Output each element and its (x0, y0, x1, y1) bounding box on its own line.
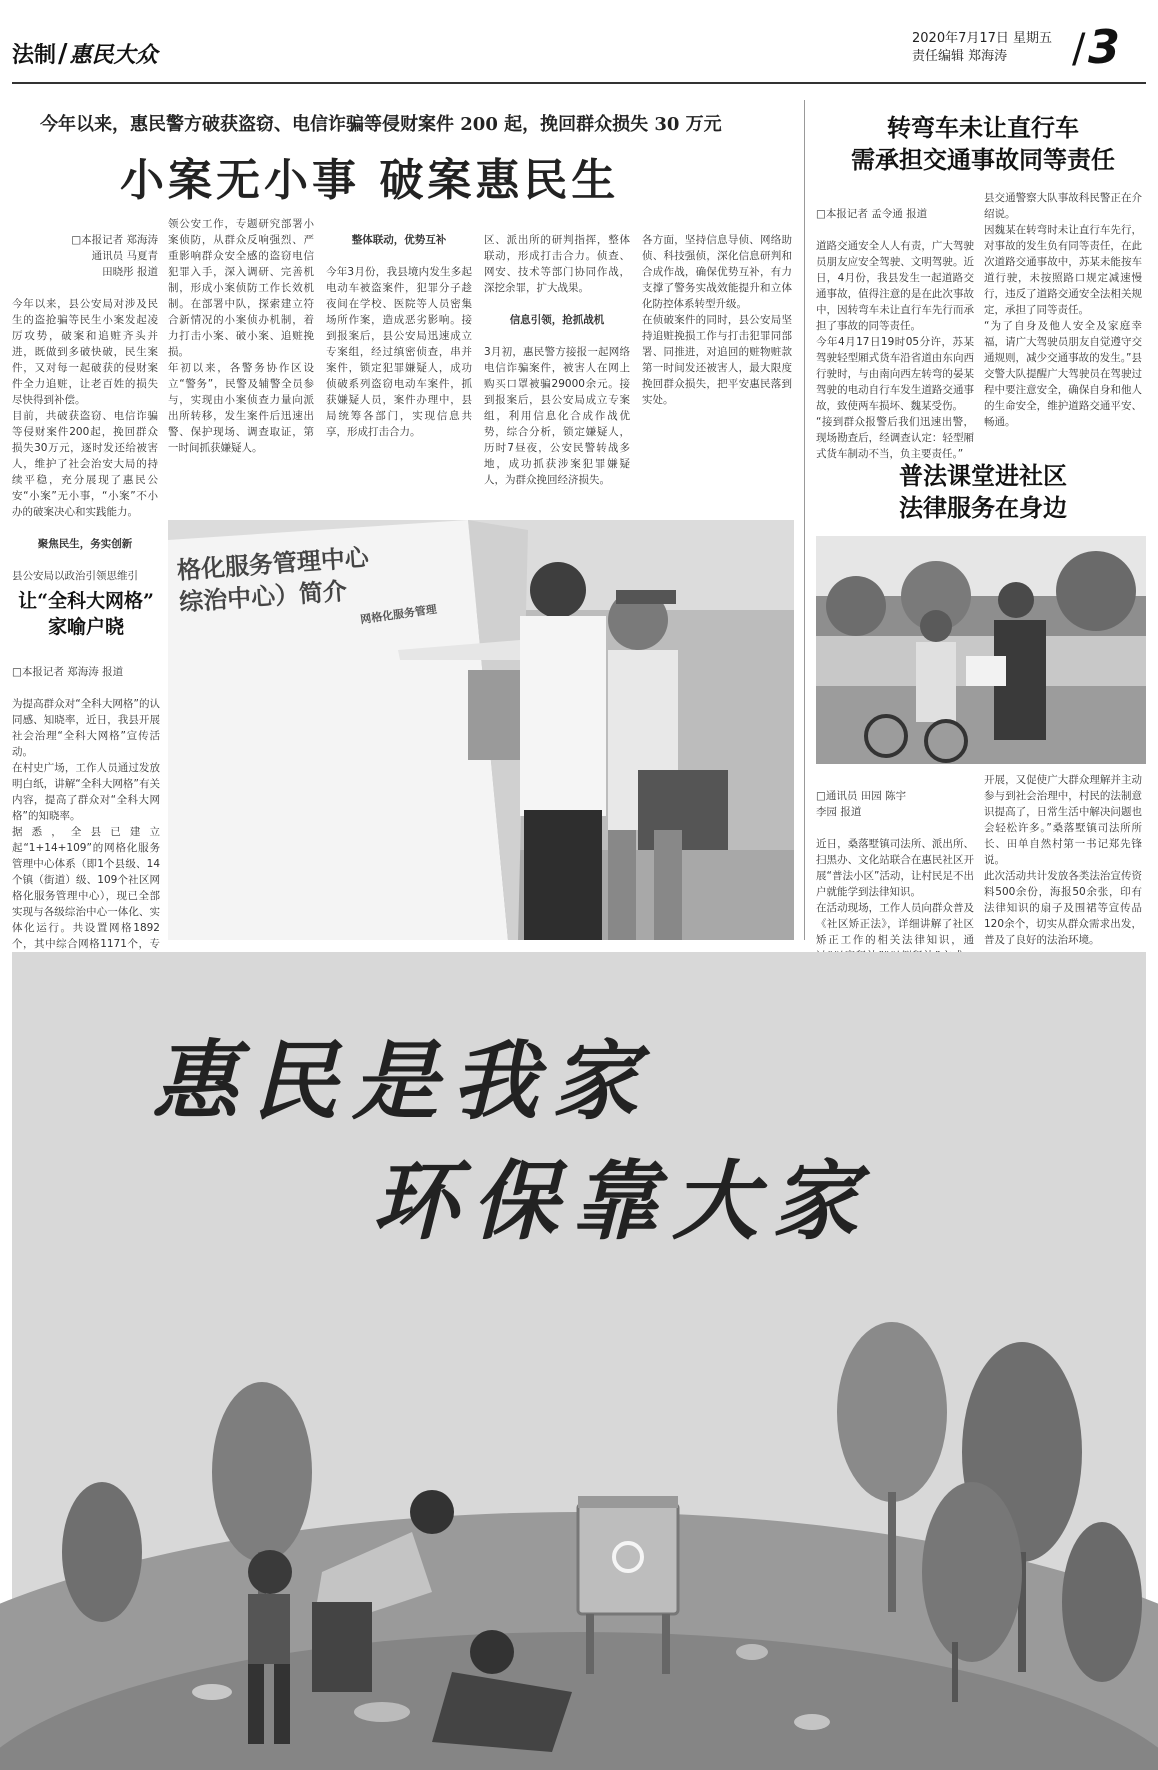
side-top-column-1 (816, 190, 974, 460)
lead-col4-body: 区、派出所的研判指挥，整体联动，形成打击合力。侦查、网安、技术等部门协同作战，深挖余罪，扩大战果。 (484, 234, 630, 294)
side-top-title-line2: 需承担交通事故同等责任 (851, 145, 1115, 174)
lead-column-5 (642, 216, 792, 516)
wide-story-title (12, 588, 160, 640)
side-top-title-line1: 转弯车未让直行车 (887, 113, 1079, 142)
board-title: 格化服务管理中心 综治中心）简介 (176, 542, 370, 617)
lead-col3-body: 今年3月份，我县境内发生多起电动车被盗案件，犯罪分子趁夜间在学校、医院等人员密集场所作案，造成恶劣影响。接到报案后，县公安局迅速成立专案组，经过缜密侦查，串并案件，锁定犯罪嫌疑人，成功侦破系列盗窃电动车案件，抓获嫌疑人员，案件办理中，县局统筹各部门，实现信息共享，形成打击合力。 (326, 266, 472, 438)
main-photo (168, 520, 794, 940)
side-bottom-title (816, 460, 1150, 524)
responsible-editor: 责任编辑 郑海涛 (912, 49, 1008, 64)
masthead-info (912, 30, 1052, 66)
wide-story-body-block (12, 648, 160, 950)
lead-column-3 (326, 216, 472, 516)
section-label: 法制 (12, 43, 57, 68)
side-bottom-column-1 (816, 772, 974, 946)
side-top-col1-body: 道路交通安全人人有责，广大驾驶员朋友应安全驾驶、文明驾驶。近日，4月份，我县发生一起道路交通事故，值得注意的是在此次事故中，因转弯车未让直行车先行而承担了事故的同等责任。 今年4月17日19时05分许，苏某驾驶轻型厢式货车沿省道由东向西行驶时，与由南向西左转弯的晏某驾驶的电动自行车发生道路交通事故，致使两车损坏、魏某受伤。 “接到群众报警后我们迅速出警，现场勘查后，经调查认定：轻型厢式货车制动不当，负主要责任。” (816, 240, 974, 460)
side-bottom-title-line1: 普法课堂进社区 (899, 461, 1067, 490)
wide-story-title-line2: 家喻户晓 (47, 616, 124, 638)
lead-col1-subhead: 聚焦民生，务实创新 (37, 538, 133, 550)
lead-kicker: 今年以来，惠民警方破获盗窃、电信诈骗等侵财案件 200 起，挽回群众损失 30 万元 (40, 114, 722, 135)
wide-story-byline: □本报记者 郑海涛 报道 (12, 666, 124, 678)
lead-column-2: 领公安工作，专题研究部署小案侦防，从群众反响强烈、严重影响群众安全感的盗窃电信犯罪入手，深入调研、完善机制，形成小案侦防工作长效机制。在部署中队，探索建立符合新情况的小案侦办机制，着力打击小案、破小案、追赃挽损。 年初以来，各警务协作区设立“警务”，民警及辅警全员参与，实现由小案侦查力量向派出所转移，发生案件后迅速出警、保护现场、调查取证，第一时间抓获嫌疑人。 (168, 218, 314, 454)
side-bottom-col1-body: 近日，桑落墅镇司法所、派出所、扫黑办、文化站联合在惠民社区开展“普法小区”活动，让村民足不出户就能学到法律知识。 在活动现场，工作人员向群众普及《社区矫正法》，详细讲解了社区矫正工作的相关法律知识，通 (816, 838, 974, 946)
issue-date: 2020年7月17日 星期五 (912, 31, 1053, 46)
wide-story-title-line1: 让“全科大网格” (18, 590, 154, 612)
wide-story-body: 为提高群众对“全科大网格”的认同感、知晓率，近日，我县开展社会治理“全科大网格”宣传活动。 在村史广场，工作人员通过发放明白纸，讲解“全科大网格”有关内容，提高了群众对“全科大网格”的知晓率。 据悉，全县已建立起“1+14+109”的网格化服务管理中心体系（即1个县级、14个镇（街道）级、109个社区网格化服务管理中心），现已全部实现与各级综治中心一体化、实体化运行。共设置网格1892个，其中综合网格1171个，专 (12, 698, 160, 950)
column-divider (804, 100, 805, 940)
lead-col1-body: 今年以来，县公安局对涉及民生的盗抢骗等民生小案发起凌厉攻势，破案和追赃齐头并进，既做到多破快破，民生案件，又对每一起破获的侵财案件全力追赃，让老百姓的损失尽快得到补偿。 目前，共破获盗窃、电信诈骗等侵财案件200起，挽回群众损失30万元，逐时发还给被害人，维护了社会治安大局的持续平稳，充分展现了惠民公安“小案”无小事，“小案”不小办的破案决心和实践能力。 (12, 298, 158, 518)
side-bottom-title-line2: 法律服务在身边 (899, 493, 1067, 522)
board-sign: 网格化服务管理 (359, 602, 438, 627)
lead-col4-subhead: 信息引领，抢抓战机 (509, 314, 605, 326)
masthead-rule (12, 82, 1146, 84)
banner-line-2: 环保靠大家 (372, 1151, 872, 1252)
board-spacer (498, 720, 558, 722)
side-bottom-byline: □通讯员 田园 陈宇 李园 报道 (816, 790, 907, 818)
community-photo-illustration (816, 536, 1146, 764)
lead-column-4 (484, 216, 630, 516)
side-top-column-2: 县交通警察大队事故科民警正在介绍说。 因魏某在转弯时未让直行车先行，对事故的发生负有同等责任，在此次道路交通事故中，苏某未能按车道行驶，未按照路口规定减速慢行，违反了道路交通安全法相关规定，承担了同等责任。 “为了自身及他人安全及家庭幸福，请广大驾驶员朋友自觉遵守交通规则，减少交通事故的发生。”县交警大队提醒广大驾驶员在驾驶过程中要注意安全，确保自身和他人的生命安全，维护道路交通平安、畅通。 (984, 192, 1142, 428)
eco-banner (12, 952, 1146, 1760)
banner-line-1: 惠民是我家 (152, 1031, 652, 1132)
side-top-byline: □本报记者 孟令通 报道 (816, 208, 928, 220)
lead-col3-subhead: 整体联动，优势互补 (351, 234, 447, 246)
lead-col1-tail: 县公安局以政治引领思维引 (12, 570, 138, 582)
side-bottom-column-2: 开展，又促使广大群众理解并主动参与到社会治理中，村民的法制意识提高了，日常生活中解决问题也会轻松许多。”桑落墅镇司法所所长、田单自然村第一书记郑先锋说。 此次活动共计发放各类法治宣传资料500余份，海报50余张，印有法律知识的扇子及围裙等宣传品120余个，切实从群众需求出发，普及了良好的法治环境。 (984, 774, 1142, 946)
page-slash: / (1072, 26, 1086, 72)
lead-byline: □本报记者 郑海涛 通讯员 马夏青 田晓彤 报道 (71, 234, 158, 278)
brand-name: 惠民大众 (69, 42, 158, 68)
masthead-slash: / (58, 39, 68, 69)
community-photo (816, 536, 1146, 764)
lead-col5-body: 各方面，坚持信息导侦、网络助侦、科技强侦，深化信息研判和合成作战，确保优势互补，有力支撑了警务实战效能提升和立体化防控体系转型升级。 在侦破案件的同时，县公安局坚持追赃挽损工作与打击犯罪同部署、同推进，对追回的赃物赃款第一时间发还被害人，最大限度挽回群众损失，把平安惠民落到实处。 (642, 234, 792, 406)
lead-column-1 (12, 216, 158, 582)
lead-headline: 小案无小事 破案惠民生 (120, 155, 620, 206)
side-top-title (816, 112, 1150, 176)
masthead-section (12, 38, 158, 69)
page-number: 3 (1088, 20, 1121, 74)
lead-col4-body-b: 3月初，惠民警方接报一起网络电信诈骗案件，被害人在网上购买口罩被骗29000余元。接到报案后，县公安局成立专案组，利用信息化合成作战优势，综合分析，锁定嫌疑人，历时7昼夜，公安民警转战多地，成功抓获涉案犯罪嫌疑人，为群众挽回经济损失。 (484, 346, 630, 486)
